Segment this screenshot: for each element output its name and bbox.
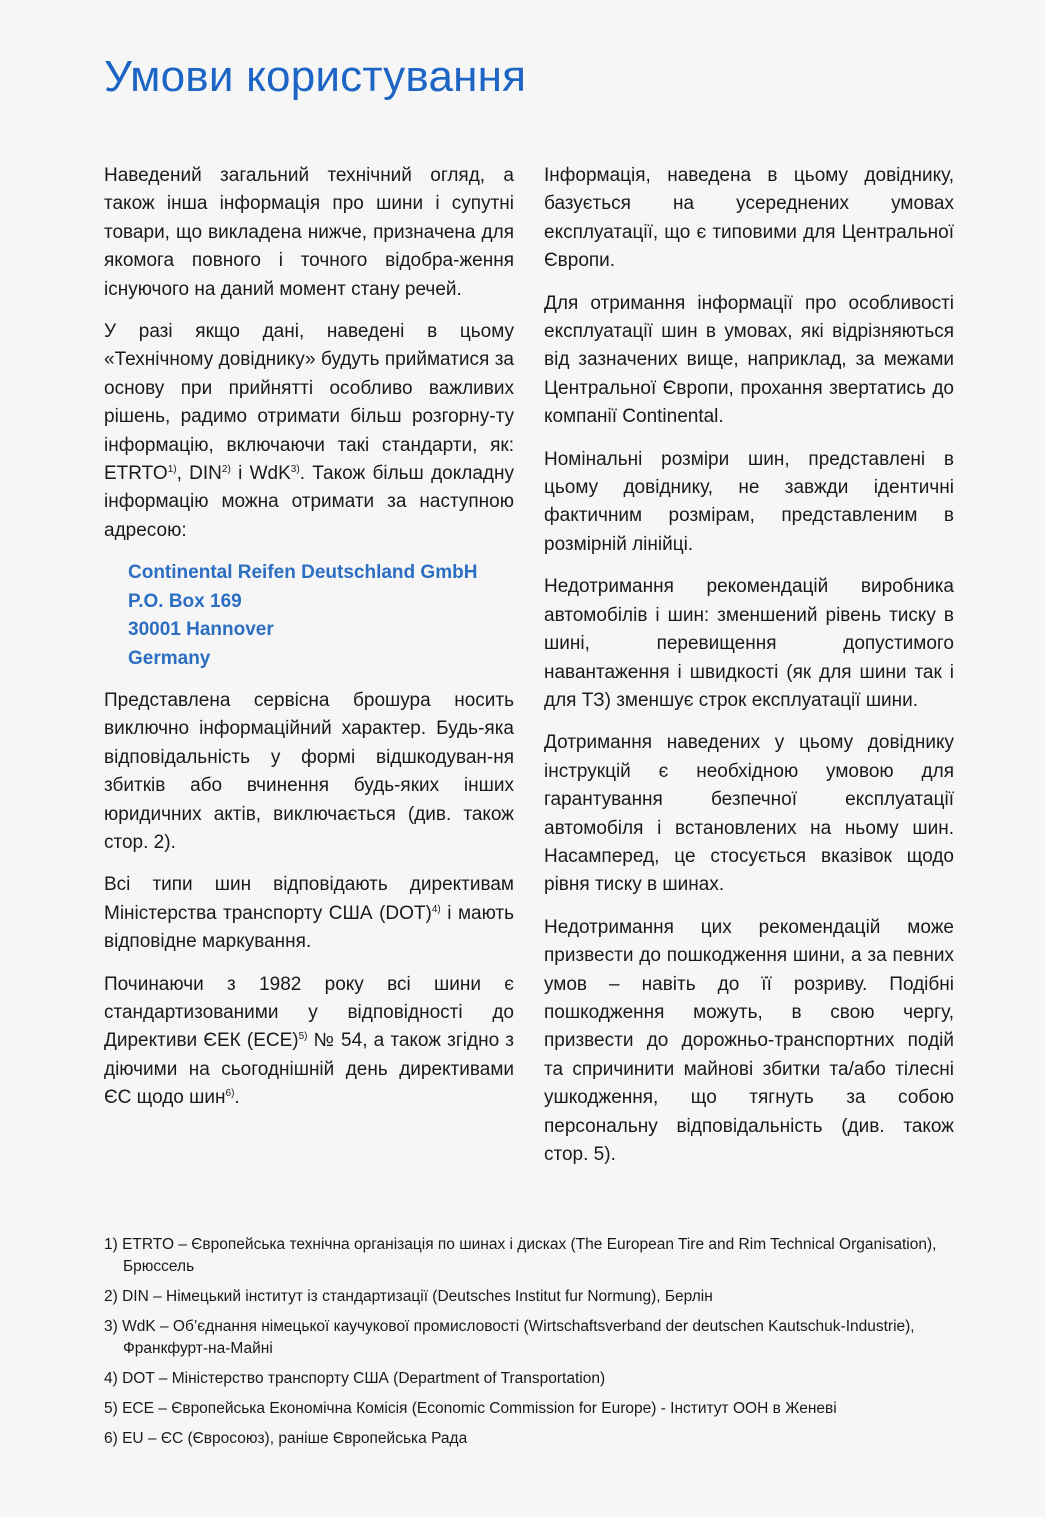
text-run: № 54, а також згідно з діючими на сьогоднішній день директивами ЄС щодо шин — [104, 1030, 515, 1109]
address-city: 30001 Hannover — [128, 619, 274, 641]
right-paragraph-1: Інформація, наведена в цьому довіднику, базується на усереднених умовах експлуатації, що є типовими для Центральної Європи. — [544, 165, 954, 272]
address-po-box: P.O. Box 169 — [128, 590, 242, 612]
footnote-ref: 3) — [290, 464, 300, 476]
left-paragraph-4 — [104, 871, 514, 956]
left-paragraph-5 — [104, 971, 514, 1113]
right-paragraph-5: Дотримання наведених у цьому довіднику інструкцій є необхідною умовою для гарантування безпечної експлуатації автомобіля і встановлених на ньому шин. Насамперед, це стосується вказівок щодо рівня тиску в шинах. — [544, 732, 954, 896]
page-title: Умови користування — [104, 52, 527, 101]
footnote-3: 3) WdK – Об’єднання німецької каучукової промисловості (Wirtschaftsverband der deutschen Kautschuk-Industrie), Франкфурт-на-Майні — [104, 1318, 915, 1357]
text-run: Починаючи з 1982 року всі шини є стандартизованими у відповідності до Директиви ЄЕК (ECE) — [104, 973, 514, 1052]
text-run: . — [234, 1087, 240, 1109]
right-paragraph-2: Для отримання інформації про особливості експлуатації шин в умовах, які відрізняються від зазначених вище, наприклад, за межами Центральної Європи, прохання звертатись до компанії Continental. — [544, 292, 954, 428]
footnote-ref: 4) — [431, 903, 441, 915]
footnote-ref: 6) — [225, 1088, 235, 1100]
footnote-ref: 1) — [167, 464, 177, 476]
text-run: У разі якщо дані, наведені в цьому «Технічному довіднику» будуть прийматися за основу при прийнятті особливо важливих рішень, радимо отримати більш розгорну-ту інформацію, включаючи такі стандарти, як: ETRTO — [104, 321, 514, 485]
footnote-5: 5) ECE – Європейська Економічна Комісія (Economic Commission for Europe) - Інститут ООН в Женеві — [104, 1400, 837, 1417]
right-paragraph-3: Номінальні розміри шин, представлені в цьому довіднику, не завжди ідентичні фактичним розмірам, представленим в розмірній лінійці. — [544, 448, 954, 555]
footnote-ref: 2) — [221, 464, 231, 476]
text-run: і мають відповідне маркування. — [104, 902, 515, 953]
footnote-4: 4) DOT – Міністерство транспорту США (Department of Transportation) — [104, 1370, 606, 1387]
text-run: . Також більш докладну інформацію можна отримати за наступною адресою: — [104, 463, 515, 541]
text-run: Всі типи шин відповідають директивам Міністерства транспорту США (DOT) — [104, 874, 514, 924]
footnote-6: 6) EU – ЄС (Євросоюз), раніше Європейська Рада — [104, 1430, 468, 1447]
company-address — [128, 559, 514, 673]
text-run: і WdK — [230, 463, 291, 485]
footnote-1: 1) ETRTO – Європейська технічна організація по шинах і дисках (The European Tire and Rim Technical Organisation), Брюссель — [104, 1236, 937, 1275]
right-column — [544, 162, 954, 1183]
right-paragraph-4: Недотримання рекомендацій виробника автомобілів і шин: зменшений рівень тиску в шині, перевищення допустимого навантаження і швидкості (як для шини так і для ТЗ) зменшує строк експлуатації шини. — [544, 576, 954, 711]
left-paragraph-3: Представлена сервісна брошура носить виключно інформаційний характер. Будь-яка відповідальність у формі відшкодуван-ня збитків або вчинення будь-яких інших юридичних актів, виключається (див. також стор. 2). — [104, 689, 514, 853]
left-paragraph-2 — [104, 318, 514, 545]
left-column — [104, 162, 514, 1127]
footnotes — [104, 1234, 944, 1458]
address-company: Continental Reifen Deutschland GmbH — [128, 562, 478, 584]
left-paragraph-1: Наведений загальний технічний огляд, а також інша інформація про шини і супутні товари, що викладена нижче, призначена для якомога повного і точного відобра-ження існуючого на даний момент стану речей. — [104, 165, 514, 300]
address-country: Germany — [128, 647, 211, 669]
footnote-2: 2) DIN – Німецький інститут із стандартизації (Deutsches Institut fur Normung), Берлін — [104, 1288, 713, 1305]
text-run: , DIN — [176, 463, 222, 485]
footnote-ref: 5) — [298, 1031, 308, 1043]
right-paragraph-6: Недотримання цих рекомендацій може призвести до пошкодження шини, а за певних умов – навіть до її розриву. Подібні пошкодження можуть, в свою чергу, призвести до дорожньо-транспортних подій та спричинити майнові збитки та/або тілесні ушкодження, що тягнуть за собою персональну відповідальність (див. також стор. 5). — [544, 916, 954, 1165]
